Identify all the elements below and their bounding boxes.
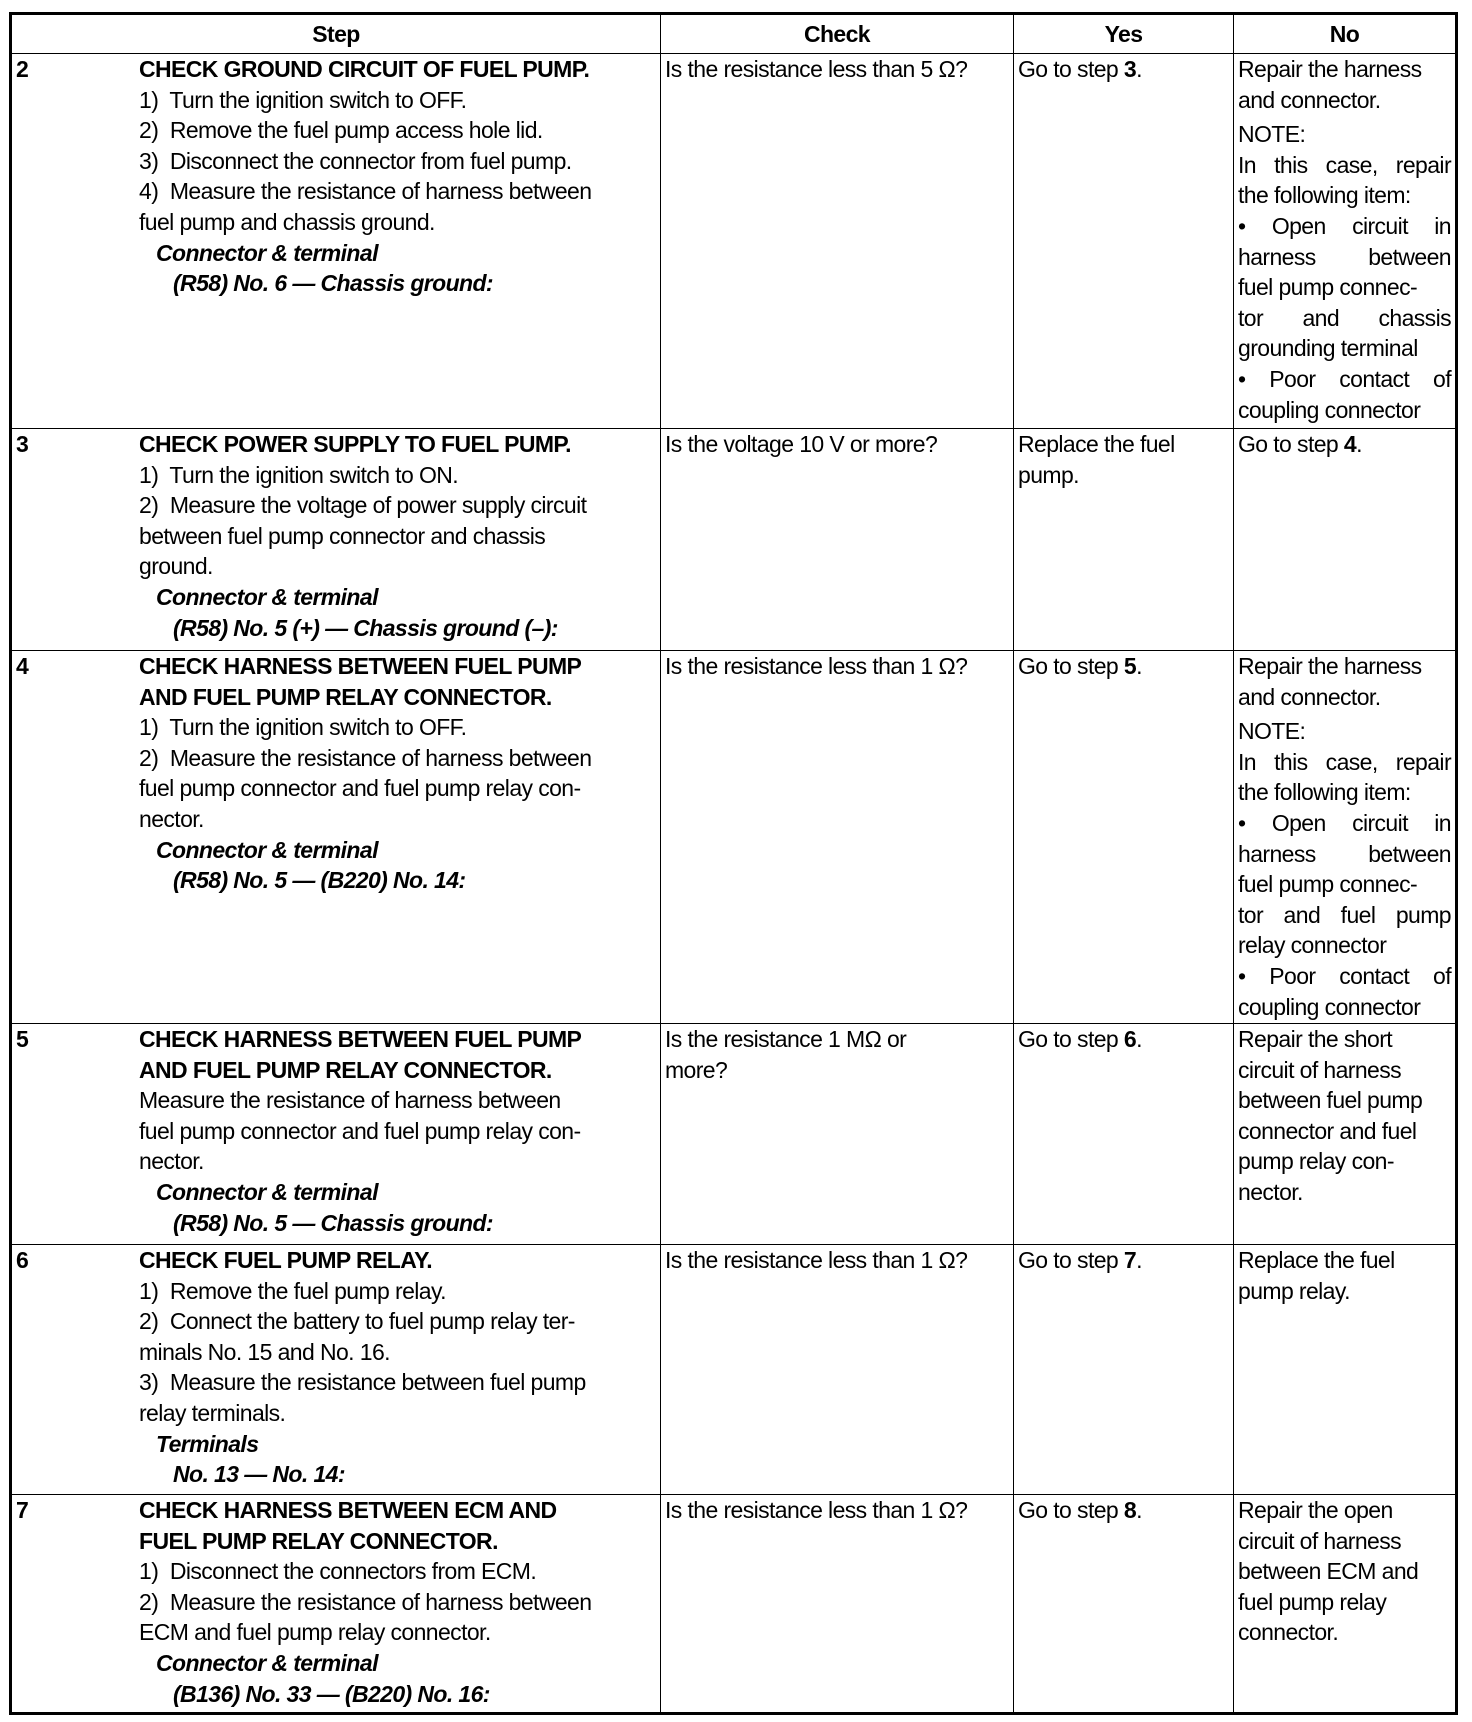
no-action-line	[1238, 900, 1451, 931]
table-row	[11, 429, 1457, 651]
no-action-text: between ECM and	[1238, 1558, 1419, 1585]
table-row	[11, 651, 1457, 1024]
no-action-text: In this case, repair	[1238, 748, 1451, 775]
step-cell	[11, 54, 661, 429]
step-title: CHECK POWER SUPPLY TO FUEL PUMP.	[139, 431, 571, 457]
yes-cell	[1014, 1024, 1234, 1245]
no-action-text: the following item:	[1238, 182, 1411, 209]
no-action-text: • Poor contact of	[1238, 962, 1451, 989]
step-title: FUEL PUMP RELAY CONNECTOR.	[139, 1527, 498, 1554]
no-action-text: fuel pump connec-	[1238, 274, 1418, 301]
no-action-line	[1238, 808, 1451, 839]
no-action-line	[1238, 1495, 1451, 1526]
step-instructions	[139, 1024, 656, 1238]
diagnostic-procedure-table	[9, 12, 1458, 1715]
check-cell	[661, 54, 1014, 429]
step-title: AND FUEL PUMP RELAY CONNECTOR.	[139, 683, 552, 710]
instruction-line: 3) Measure the resistance between fuel pump	[139, 1369, 586, 1396]
no-action-line	[1238, 1587, 1451, 1618]
no-action-text: nector.	[1238, 1178, 1303, 1205]
instruction-line: 2) Measure the voltage of power supply circuit	[139, 492, 587, 519]
terminal-spec: (R58) No. 5 (+) — Chassis ground (–):	[173, 614, 558, 641]
step-reference: 8	[1123, 1497, 1137, 1523]
no-action-text: • Open circuit in	[1238, 212, 1451, 239]
header-row	[11, 14, 1457, 54]
no-action-text: fuel pump relay	[1238, 1588, 1387, 1615]
no-action-line	[1238, 716, 1451, 747]
instruction-line: fuel pump connector and fuel pump relay con-	[139, 1117, 581, 1144]
instruction-line: ground.	[139, 553, 213, 580]
table-row	[11, 1024, 1457, 1245]
step-title: CHECK FUEL PUMP RELAY.	[139, 1247, 433, 1273]
check-question: Is the resistance less than 5 Ω?	[665, 56, 968, 82]
instruction-line: fuel pump and chassis ground.	[139, 208, 435, 235]
no-action-text: Repair the harness	[1238, 653, 1422, 679]
instruction-line: between fuel pump connector and chassis	[139, 522, 546, 549]
check-cell	[661, 1245, 1014, 1495]
yes-action-line	[1018, 1495, 1229, 1526]
step-reference: 5	[1123, 653, 1137, 679]
yes-action-line	[1018, 429, 1229, 460]
check-cell	[661, 651, 1014, 1024]
instruction-line: 2) Connect the battery to fuel pump relay ter-	[139, 1308, 575, 1335]
instruction-line: 1) Remove the fuel pump relay.	[139, 1277, 446, 1304]
no-action-text: tor and chassis	[1238, 304, 1451, 331]
no-action-line	[1238, 429, 1451, 460]
terminal-spec: (R58) No. 6 — Chassis ground:	[173, 270, 493, 297]
step-instructions	[139, 429, 656, 643]
no-action-line	[1238, 682, 1451, 713]
header-check: Check	[661, 14, 1014, 54]
step-title: AND FUEL PUMP RELAY CONNECTOR.	[139, 1056, 552, 1083]
no-action-text: Repair the harness	[1238, 56, 1422, 82]
no-action-line	[1238, 242, 1451, 273]
no-cell	[1234, 1495, 1457, 1714]
no-cell	[1234, 54, 1457, 429]
no-action-text: circuit of harness	[1238, 1056, 1402, 1083]
check-cell	[661, 1495, 1014, 1714]
no-action-text: NOTE:	[1238, 718, 1306, 745]
no-action-line	[1238, 54, 1451, 85]
no-action-line	[1238, 777, 1451, 808]
terminal-spec: Terminals	[156, 1430, 259, 1457]
instruction-line: nector.	[139, 805, 204, 832]
yes-action-text: pump.	[1018, 461, 1079, 488]
instruction-line: 1) Disconnect the connectors from ECM.	[139, 1558, 537, 1585]
yes-action-line	[1018, 1024, 1229, 1055]
no-action-line	[1238, 1085, 1451, 1116]
no-action-text: Repair the open	[1238, 1497, 1393, 1523]
no-action-text: harness between	[1238, 243, 1451, 270]
no-action-text: connector and fuel	[1238, 1117, 1417, 1144]
no-action-line	[1238, 150, 1451, 181]
no-action-text: harness between	[1238, 840, 1451, 867]
no-action-line	[1238, 961, 1451, 992]
terminal-spec: (R58) No. 5 — (B220) No. 14:	[173, 867, 466, 894]
yes-cell	[1014, 54, 1234, 429]
step-number: 5	[16, 1026, 29, 1052]
no-action-line	[1238, 1177, 1451, 1208]
step-cell	[11, 651, 661, 1024]
no-action-line	[1238, 869, 1451, 900]
header-no: No	[1234, 14, 1457, 54]
no-action-line	[1238, 395, 1451, 426]
step-reference: 6	[1123, 1026, 1137, 1052]
step-title: CHECK HARNESS BETWEEN FUEL PUMP	[139, 653, 582, 679]
step-reference: 3	[1123, 56, 1137, 82]
no-action-text: Replace the fuel	[1238, 1247, 1395, 1273]
no-cell	[1234, 429, 1457, 651]
no-action-text: coupling connector	[1238, 396, 1421, 423]
header-yes: Yes	[1014, 14, 1234, 54]
no-action-line	[1238, 930, 1451, 961]
check-question: Is the resistance less than 1 Ω?	[665, 653, 968, 679]
terminal-spec: (B136) No. 33 — (B220) No. 16:	[173, 1680, 490, 1707]
step-instructions	[139, 54, 656, 299]
step-title: CHECK GROUND CIRCUIT OF FUEL PUMP.	[139, 56, 590, 82]
no-action-line	[1238, 1276, 1451, 1307]
step-title: CHECK HARNESS BETWEEN FUEL PUMP	[139, 1026, 582, 1052]
yes-action-text: .	[1136, 1247, 1142, 1273]
no-action-line	[1238, 1617, 1451, 1648]
no-action-text: and connector.	[1238, 86, 1381, 113]
no-action-text: the following item:	[1238, 779, 1411, 806]
no-action-text: connector.	[1238, 1619, 1339, 1646]
no-action-line	[1238, 1146, 1451, 1177]
instruction-line: 4) Measure the resistance of harness between	[139, 178, 592, 205]
check-question: Is the resistance 1 MΩ or	[665, 1026, 907, 1052]
terminal-spec: Connector & terminal	[156, 1178, 378, 1205]
step-number: 3	[16, 431, 29, 457]
yes-action-text: Go to step	[1018, 1497, 1124, 1523]
instruction-line: 2) Measure the resistance of harness between	[139, 1588, 592, 1615]
no-action-text: grounding terminal	[1238, 335, 1418, 362]
step-number: 4	[16, 653, 29, 679]
no-action-line	[1238, 1024, 1451, 1055]
no-action-line	[1238, 85, 1451, 116]
no-action-line	[1238, 1055, 1451, 1086]
no-action-line	[1238, 119, 1451, 150]
instruction-line: Measure the resistance of harness between	[139, 1087, 561, 1114]
yes-action-text: Replace the fuel	[1018, 431, 1175, 457]
no-cell	[1234, 651, 1457, 1024]
no-action-line	[1238, 992, 1451, 1023]
instruction-line: 3) Disconnect the connector from fuel pump.	[139, 147, 572, 174]
no-action-text: pump relay.	[1238, 1277, 1350, 1304]
no-action-text: Repair the short	[1238, 1026, 1393, 1052]
no-action-text: In this case, repair	[1238, 151, 1451, 178]
check-cell	[661, 1024, 1014, 1245]
instruction-line: fuel pump connector and fuel pump relay con-	[139, 775, 581, 802]
no-cell	[1234, 1245, 1457, 1495]
step-instructions	[139, 1245, 656, 1490]
step-title: CHECK HARNESS BETWEEN ECM AND	[139, 1497, 557, 1523]
step-instructions	[139, 1495, 656, 1709]
step-cell	[11, 429, 661, 651]
no-action-line	[1238, 303, 1451, 334]
yes-action-text: .	[1136, 1497, 1142, 1523]
yes-cell	[1014, 651, 1234, 1024]
terminal-spec: Connector & terminal	[156, 1649, 378, 1676]
instruction-line: ECM and fuel pump relay connector.	[139, 1619, 491, 1646]
no-action-line	[1238, 651, 1451, 682]
step-number: 2	[16, 56, 29, 82]
no-cell	[1234, 1024, 1457, 1245]
no-action-text: Go to step	[1238, 431, 1344, 457]
no-action-text: • Open circuit in	[1238, 809, 1451, 836]
no-action-text: between fuel pump	[1238, 1087, 1423, 1114]
no-action-line	[1238, 839, 1451, 870]
yes-action-line	[1018, 460, 1229, 491]
no-action-text: .	[1356, 431, 1362, 457]
yes-cell	[1014, 1495, 1234, 1714]
no-action-text: pump relay con-	[1238, 1148, 1394, 1175]
no-action-text: fuel pump connec-	[1238, 871, 1418, 898]
check-question: Is the voltage 10 V or more?	[665, 431, 938, 457]
step-cell	[11, 1495, 661, 1714]
instruction-line: nector.	[139, 1148, 204, 1175]
step-instructions	[139, 651, 656, 896]
no-action-line	[1238, 180, 1451, 211]
terminal-spec: Connector & terminal	[156, 836, 378, 863]
yes-action-line	[1018, 1245, 1229, 1276]
step-number: 6	[16, 1247, 29, 1273]
no-action-text: coupling connector	[1238, 993, 1421, 1020]
no-action-line	[1238, 364, 1451, 395]
no-action-text: tor and fuel pump	[1238, 901, 1451, 928]
step-cell	[11, 1024, 661, 1245]
step-reference: 7	[1123, 1247, 1137, 1273]
no-action-line	[1238, 1245, 1451, 1276]
instruction-line: minals No. 15 and No. 16.	[139, 1338, 390, 1365]
no-action-text: and connector.	[1238, 683, 1381, 710]
table-row	[11, 54, 1457, 429]
check-question: more?	[665, 1056, 728, 1083]
instruction-line: 2) Remove the fuel pump access hole lid.	[139, 117, 543, 144]
check-question: Is the resistance less than 1 Ω?	[665, 1497, 968, 1523]
yes-action-text: Go to step	[1018, 1026, 1124, 1052]
no-action-line	[1238, 1526, 1451, 1557]
yes-action-text: Go to step	[1018, 653, 1124, 679]
no-action-line	[1238, 747, 1451, 778]
terminal-spec: Connector & terminal	[156, 583, 378, 610]
step-reference: 4	[1343, 431, 1357, 457]
yes-action-line	[1018, 651, 1229, 682]
yes-action-text: .	[1136, 56, 1142, 82]
instruction-line: 1) Turn the ignition switch to OFF.	[139, 714, 467, 741]
instruction-line: 1) Turn the ignition switch to ON.	[139, 461, 459, 488]
header-step: Step	[11, 14, 661, 54]
yes-action-text: .	[1136, 1026, 1142, 1052]
no-action-text: NOTE:	[1238, 121, 1306, 148]
no-action-text: relay connector	[1238, 932, 1387, 959]
table-row	[11, 1495, 1457, 1714]
step-number: 7	[16, 1497, 29, 1523]
no-action-line	[1238, 333, 1451, 364]
yes-action-line	[1018, 54, 1229, 85]
yes-action-text: Go to step	[1018, 56, 1124, 82]
no-action-text: • Poor contact of	[1238, 365, 1451, 392]
step-cell	[11, 1245, 661, 1495]
no-action-line	[1238, 272, 1451, 303]
terminal-spec: Connector & terminal	[156, 239, 378, 266]
check-cell	[661, 429, 1014, 651]
terminal-spec: No. 13 — No. 14:	[173, 1461, 345, 1488]
no-action-line	[1238, 1556, 1451, 1587]
check-question: Is the resistance less than 1 Ω?	[665, 1247, 968, 1273]
no-action-line	[1238, 211, 1451, 242]
yes-cell	[1014, 1245, 1234, 1495]
terminal-spec: (R58) No. 5 — Chassis ground:	[173, 1209, 493, 1236]
instruction-line: 1) Turn the ignition switch to OFF.	[139, 86, 467, 113]
instruction-line: relay terminals.	[139, 1399, 286, 1426]
table-row	[11, 1245, 1457, 1495]
yes-action-text: .	[1136, 653, 1142, 679]
yes-cell	[1014, 429, 1234, 651]
no-action-text: circuit of harness	[1238, 1527, 1402, 1554]
instruction-line: 2) Measure the resistance of harness between	[139, 744, 592, 771]
yes-action-text: Go to step	[1018, 1247, 1124, 1273]
no-action-line	[1238, 1116, 1451, 1147]
